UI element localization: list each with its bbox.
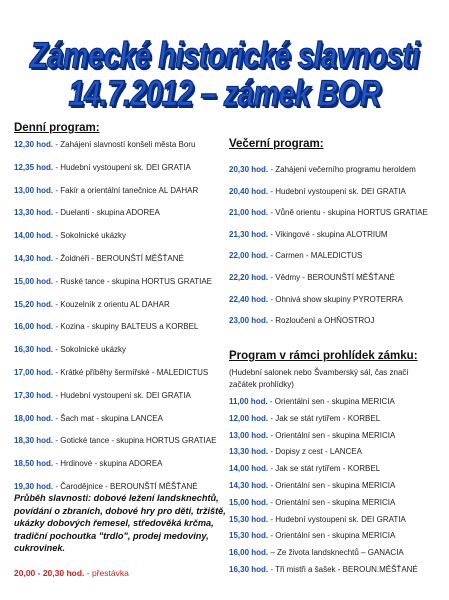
schedule-description: - Orientální sen - skupina MERICIA bbox=[268, 531, 396, 541]
schedule-description: - Jak se stát rytířem - KORBEL bbox=[268, 413, 381, 423]
schedule-row bbox=[229, 230, 388, 239]
schedule-time: 20,40 hod. bbox=[229, 186, 269, 196]
schedule-row bbox=[229, 397, 395, 406]
schedule-description: - Orientální sen - skupina MERICIA bbox=[268, 481, 396, 490]
schedule-row bbox=[14, 345, 126, 354]
schedule-description: - Hudební vystoupení sk. DEI GRATIA bbox=[268, 186, 406, 196]
schedule-row bbox=[229, 447, 362, 456]
schedule-time: 19,30 hod. bbox=[14, 482, 54, 491]
schedule-time: 12,30 hod. bbox=[14, 140, 54, 149]
schedule-time: 14,00 hod. bbox=[229, 464, 269, 474]
schedule-description: - Jak se stát rytířem - KORBEL bbox=[268, 464, 381, 474]
schedule-description: - Fakír a orientální tanečnice AL DAHAR bbox=[53, 185, 199, 195]
schedule-description: - Dopisy z cest - LANCEA bbox=[268, 447, 362, 457]
schedule-time: 16,00 hod. bbox=[229, 548, 269, 558]
evening-program-heading: Večerní program: bbox=[229, 138, 324, 150]
schedule-time: 20,30 hod. bbox=[229, 165, 269, 174]
schedule-time: 16,00 hod. bbox=[14, 322, 54, 332]
schedule-row bbox=[229, 498, 395, 507]
schedule-description: - Tři mistři a šašek - BEROUN.MĚŠŤANÉ bbox=[268, 565, 418, 574]
schedule-description: - Carmen - MALEDICTUS bbox=[268, 251, 363, 261]
poster-title-line2: 14.7.2012 – zámek BOR bbox=[68, 74, 381, 114]
schedule-time: 21,30 hod. bbox=[229, 229, 269, 239]
schedule-description: - Žoldnéři - BEROUNŠTÍ MĚŠŤANÉ bbox=[53, 254, 184, 263]
schedule-description: – Ze života landsknechtů – GANACIA bbox=[268, 548, 404, 558]
schedule-row bbox=[229, 565, 418, 574]
schedule-row bbox=[14, 414, 163, 423]
schedule-description: - Sokolnické ukázky bbox=[53, 231, 127, 241]
schedule-description: - Orientální sen - skupina MERICIA bbox=[268, 497, 396, 507]
schedule-time: 15,00 hod. bbox=[229, 497, 269, 507]
schedule-description: - Kouzelník z orientu AL DAHAR bbox=[53, 299, 170, 309]
schedule-row bbox=[229, 414, 380, 423]
pause-time: 20,00 - 20,30 hod. bbox=[14, 568, 85, 578]
schedule-description: - Ruské tance - skupina HORTUS GRATIAE bbox=[53, 276, 212, 286]
schedule-row bbox=[229, 273, 395, 282]
schedule-time: 21,00 hod. bbox=[229, 208, 269, 218]
schedule-description: - Kozina - skupiny BALTEUS a KORBEL bbox=[53, 322, 199, 332]
tour-program-heading: Program v rámci prohlídek zámku: bbox=[229, 350, 418, 362]
schedule-row bbox=[14, 482, 198, 491]
schedule-row bbox=[229, 208, 428, 217]
schedule-time: 15,30 hod. bbox=[229, 514, 269, 524]
schedule-description: - Hudební vystoupení sk. DEI GRATIA bbox=[53, 390, 191, 400]
pause-text: - přestávka bbox=[84, 568, 129, 578]
schedule-row bbox=[229, 464, 380, 473]
schedule-row bbox=[14, 231, 126, 240]
schedule-row bbox=[229, 187, 406, 196]
tour-note-line2: začátek prohlídky) bbox=[229, 380, 294, 389]
schedule-row bbox=[229, 548, 404, 557]
schedule-description: - Krátké příběhy šermířské - MALEDICTUS bbox=[53, 368, 209, 377]
schedule-description: - Gotické tance - skupina HORTUS GRATIAE bbox=[53, 436, 217, 446]
schedule-time: 18,30 hod. bbox=[14, 436, 54, 446]
schedule-time: 16,30 hod. bbox=[229, 565, 269, 574]
schedule-time: 18,50 hod. bbox=[14, 459, 54, 469]
schedule-row bbox=[14, 208, 160, 217]
schedule-description: - Rozloučení a OHŇOSTROJ bbox=[268, 316, 375, 326]
poster-title-line1: Zámecké historické slavnosti bbox=[30, 36, 419, 76]
schedule-time: 22,00 hod. bbox=[229, 251, 269, 261]
schedule-description: - Sokolnické ukázky bbox=[53, 345, 127, 355]
schedule-row bbox=[14, 459, 163, 468]
schedule-description: - Zahájení večerního programu heroldem bbox=[268, 165, 416, 174]
schedule-time: 13,00 hod. bbox=[14, 185, 54, 195]
schedule-time: 15,30 hod. bbox=[229, 531, 269, 541]
schedule-time: 17,00 hod. bbox=[14, 368, 54, 377]
schedule-time: 12,35 hod. bbox=[14, 162, 54, 172]
schedule-description: - Hrdinové - skupina ADOREA bbox=[53, 459, 163, 469]
schedule-row bbox=[14, 163, 191, 172]
schedule-time: 23,00 hod. bbox=[229, 316, 269, 326]
schedule-row bbox=[229, 515, 406, 524]
schedule-description: - Orientální sen - skupina MERICIA bbox=[267, 397, 395, 406]
schedule-row bbox=[14, 436, 216, 445]
schedule-row bbox=[14, 140, 195, 149]
schedule-time: 17,30 hod. bbox=[14, 390, 54, 400]
schedule-row bbox=[14, 254, 184, 263]
schedule-time: 11,00 hod. bbox=[229, 397, 268, 406]
schedule-description: - Ohnivá show skupiny PYROTERRA bbox=[268, 294, 403, 304]
schedule-row bbox=[14, 186, 198, 195]
schedule-time: 14,00 hod. bbox=[14, 231, 54, 241]
schedule-description: - Vikingové - skupina ALOTRIUM bbox=[268, 229, 388, 239]
schedule-row bbox=[229, 295, 403, 304]
schedule-row bbox=[14, 300, 170, 309]
schedule-time: 13,30 hod. bbox=[14, 208, 54, 218]
schedule-row bbox=[229, 531, 395, 540]
schedule-row bbox=[14, 391, 191, 400]
tour-note-line1: (Hudební salonek nebo Švamberský sál, čas značí bbox=[229, 368, 409, 377]
schedule-time: 16,30 hod. bbox=[14, 345, 54, 355]
schedule-time: 18,00 hod. bbox=[14, 413, 54, 423]
schedule-time: 15,20 hod. bbox=[14, 299, 54, 309]
schedule-description: - Vůně orientu - skupina HORTUS GRATIAE bbox=[268, 208, 428, 218]
schedule-time: 14,30 hod. bbox=[229, 481, 269, 490]
schedule-time: 12,00 hod. bbox=[229, 413, 269, 423]
schedule-time: 22,20 hod. bbox=[229, 273, 269, 282]
schedule-time: 22,40 hod. bbox=[229, 294, 269, 304]
schedule-row bbox=[229, 251, 362, 260]
schedule-row bbox=[229, 481, 395, 490]
schedule-row bbox=[229, 316, 374, 325]
schedule-description: - Hudební vystoupení sk. DEI GRATIA bbox=[53, 162, 191, 172]
schedule-time: 13,00 hod. bbox=[229, 430, 269, 440]
schedule-row bbox=[14, 368, 208, 377]
schedule-description: - Orientální sen - skupina MERICIA bbox=[268, 430, 396, 440]
schedule-time: 15,00 hod. bbox=[14, 276, 54, 286]
schedule-description: - Vědmy - BEROUNŠTÍ MĚŠŤANÉ bbox=[268, 273, 395, 282]
schedule-row bbox=[229, 165, 416, 174]
schedule-description: - Duelanti - skupina ADOREA bbox=[53, 208, 160, 218]
schedule-row bbox=[14, 277, 212, 286]
schedule-description: - Čarodějnice - BEROUNŠTÍ MĚŠŤANÉ bbox=[53, 482, 198, 491]
schedule-time: 13,30 hod. bbox=[229, 447, 269, 457]
schedule-row bbox=[14, 322, 198, 331]
day-program-heading: Denní program: bbox=[14, 122, 100, 134]
schedule-time: 14,30 hod. bbox=[14, 254, 54, 263]
schedule-row bbox=[229, 431, 395, 440]
festival-description: Průběh slavnosti: dobové ležení landsknechtů, povídání o zbraních, dobové hry pro děti, tržiště, ukázky dobových řemesel, středověká krčma, tradiční pochoutka "trdlo", prodej medoviny, cukrovinek. bbox=[14, 493, 226, 554]
schedule-description: - Šach mat - skupina LANCEA bbox=[53, 413, 163, 423]
pause-row bbox=[14, 568, 129, 578]
schedule-description: - Zahájení slavností konšeli města Boru bbox=[53, 140, 196, 149]
schedule-description: - Hudební vystoupení sk. DEI GRATIA bbox=[268, 514, 406, 524]
